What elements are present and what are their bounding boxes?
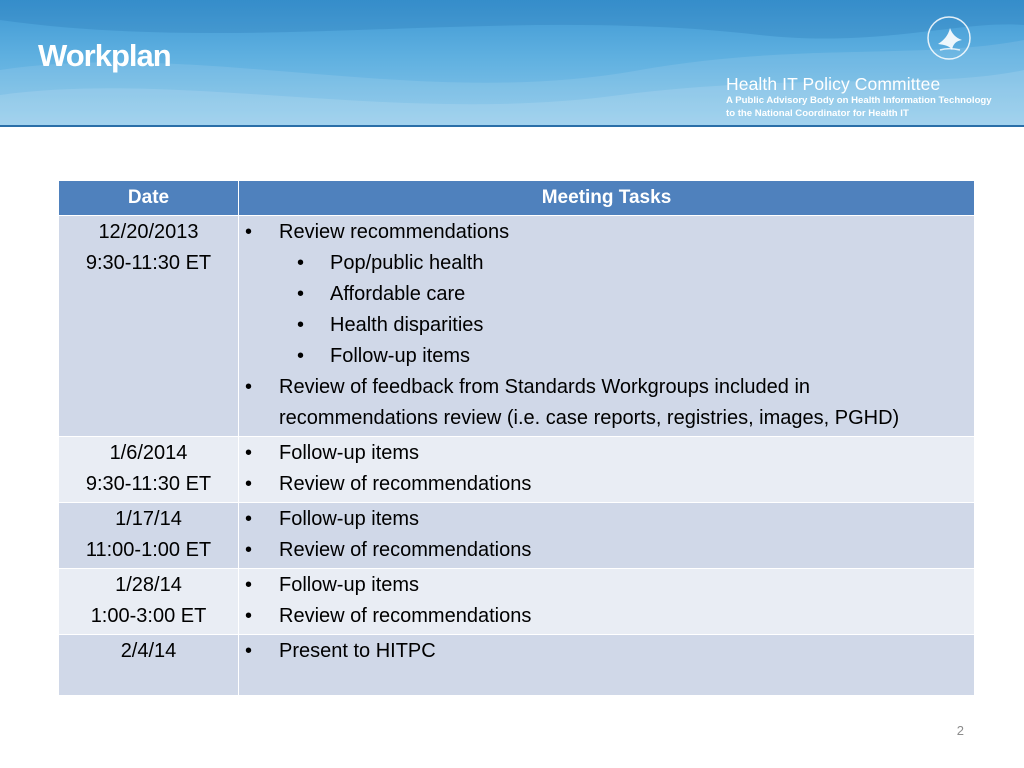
- date-cell: [59, 503, 239, 569]
- workplan-table: [58, 180, 975, 696]
- task-list: [245, 570, 968, 632]
- task-item: [245, 372, 968, 434]
- task-text: Follow-up items: [279, 574, 420, 596]
- subtask-item: [245, 248, 968, 279]
- task-text: Review of recommendations: [279, 539, 532, 561]
- date-cell: [59, 216, 239, 437]
- bullet-icon: •: [245, 473, 253, 495]
- task-item: [245, 570, 968, 601]
- task-text: Review of recommendations: [279, 473, 532, 495]
- date-cell: [59, 635, 239, 696]
- task-item: [245, 535, 968, 566]
- bullet-icon: •: [245, 574, 253, 596]
- task-item: [245, 504, 968, 535]
- tasks-cell: [239, 503, 975, 569]
- tasks-cell: [239, 635, 975, 696]
- table-row: [59, 216, 975, 437]
- table-row: [59, 569, 975, 635]
- task-text: Follow-up items: [279, 442, 420, 464]
- table-header-row: [59, 181, 975, 216]
- task-item: [245, 601, 968, 632]
- subtask-text: Affordable care: [330, 283, 466, 305]
- bullet-icon: •: [245, 539, 253, 561]
- subtask-item: [245, 279, 968, 310]
- meeting-time: 9:30-11:30 ET: [85, 473, 212, 495]
- task-item: [245, 469, 968, 500]
- date-cell: [59, 437, 239, 503]
- subtask-list: [245, 248, 968, 372]
- task-text: Review of recommendations: [279, 605, 532, 627]
- bullet-icon: •: [245, 442, 253, 464]
- tasks-cell: [239, 569, 975, 635]
- task-text: Follow-up items: [279, 508, 420, 530]
- table-row: [59, 503, 975, 569]
- task-list: [245, 504, 968, 566]
- subtask-text: Follow-up items: [330, 345, 471, 367]
- task-text: Review of feedback from Standards Workgroups included in recommendations review (i.e. case reports, registries, images, PGHD): [279, 376, 900, 429]
- bullet-icon: •: [297, 283, 305, 305]
- date-cell: [59, 569, 239, 635]
- task-list: [245, 636, 968, 667]
- task-text: Present to HITPC: [279, 640, 436, 662]
- subtask-item: [245, 341, 968, 372]
- tasks-cell: [239, 437, 975, 503]
- meeting-date: 2/4/14: [120, 640, 177, 662]
- bullet-icon: •: [245, 376, 253, 398]
- meeting-time: 11:00-1:00 ET: [85, 539, 212, 561]
- task-list: [245, 438, 968, 500]
- meeting-date: 1/6/2014: [109, 442, 188, 464]
- date-column-header: Date: [59, 181, 239, 216]
- org-name: Health IT Policy Committee: [726, 74, 941, 94]
- task-text: Review recommendations: [279, 221, 510, 243]
- task-item: [245, 217, 968, 248]
- bullet-icon: •: [297, 345, 305, 367]
- banner-divider: [0, 125, 1024, 127]
- header-banner: [0, 0, 1024, 127]
- bullet-icon: •: [245, 640, 253, 662]
- meeting-time: 1:00-3:00 ET: [90, 605, 207, 627]
- hhs-eagle-icon: [926, 14, 972, 62]
- meeting-time: 9:30-11:30 ET: [85, 252, 212, 274]
- bullet-icon: •: [297, 314, 305, 336]
- table-row: [59, 437, 975, 503]
- task-list: [245, 217, 968, 248]
- org-tagline-2: to the National Coordinator for Health IT: [726, 108, 909, 119]
- task-list: [245, 372, 968, 434]
- bullet-icon: •: [245, 508, 253, 530]
- meeting-date: 1/17/14: [115, 508, 182, 530]
- tasks-column-header: Meeting Tasks: [239, 181, 975, 216]
- subtask-text: Health disparities: [330, 314, 484, 336]
- subtask-item: [245, 310, 968, 341]
- meeting-date: 12/20/2013: [98, 221, 199, 243]
- bullet-icon: •: [297, 252, 305, 274]
- subtask-text: Pop/public health: [330, 252, 484, 274]
- bullet-icon: •: [245, 221, 253, 243]
- slide-title: Workplan: [38, 38, 171, 73]
- table-row: [59, 635, 975, 696]
- task-item: [245, 438, 968, 469]
- tasks-cell: [239, 216, 975, 437]
- meeting-date: 1/28/14: [115, 574, 182, 596]
- bullet-icon: •: [245, 605, 253, 627]
- org-tagline-1: A Public Advisory Body on Health Information Technology: [726, 95, 992, 106]
- page-number: 2: [956, 723, 964, 738]
- task-item: [245, 636, 968, 667]
